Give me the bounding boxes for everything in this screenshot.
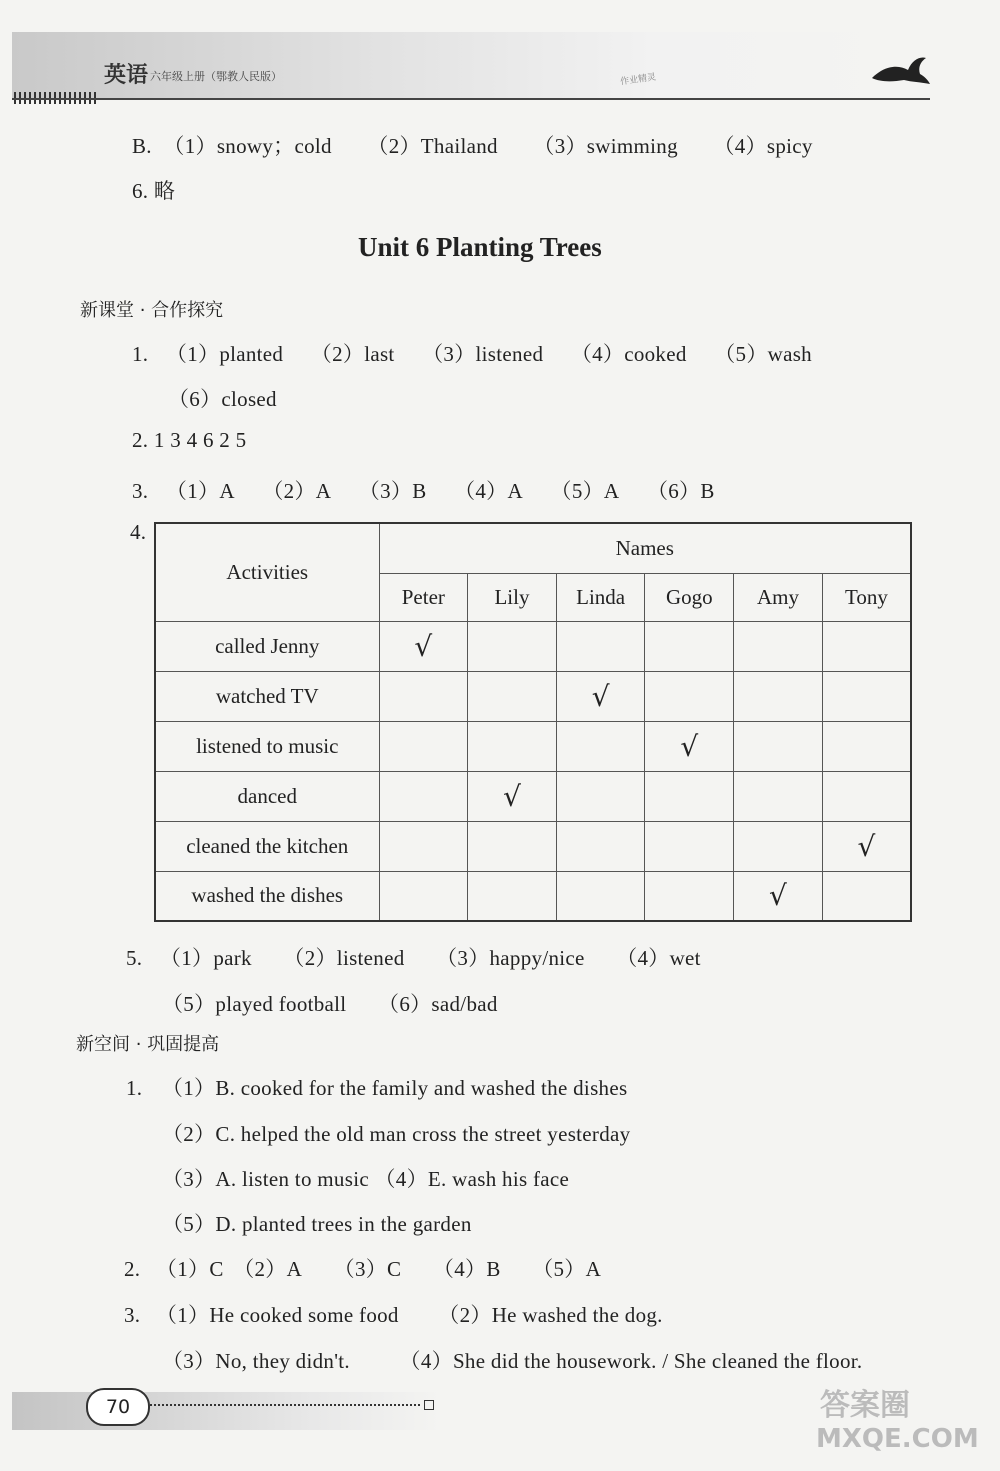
s2-q3-line — [124, 1299, 663, 1329]
s2-q1-item: （5）D. planted trees in the garden — [162, 1212, 472, 1236]
check-cell — [556, 671, 645, 721]
s2-q2-label: 2. — [124, 1257, 141, 1281]
s2-q3-line2 — [162, 1345, 862, 1375]
checkmark-icon: √ — [680, 729, 699, 763]
s1-q5-item: （4）wet — [616, 946, 701, 970]
subject-label: 英语 — [104, 63, 149, 88]
check-cell — [556, 721, 645, 771]
check-cell — [556, 871, 645, 921]
prev-b-item: （1）snowy；cold — [163, 134, 332, 158]
check-cell — [734, 671, 823, 721]
check-cell — [645, 671, 734, 721]
check-cell — [822, 821, 911, 871]
s1-q5-item: （6）sad/bad — [378, 992, 498, 1016]
table-row — [155, 771, 911, 821]
name-header-cell: Linda — [556, 573, 645, 621]
s1-q3-line — [132, 475, 715, 505]
check-cell — [379, 821, 468, 871]
name-header-cell: Peter — [379, 573, 468, 621]
activity-cell: watched TV — [155, 671, 379, 721]
checkmark-icon: √ — [414, 629, 433, 663]
check-cell — [822, 871, 911, 921]
check-cell — [468, 871, 557, 921]
s2-q2-item: （5）A — [532, 1257, 602, 1281]
unit-title: Unit 6 Planting Trees — [358, 232, 602, 262]
s1-q5-label: 5. — [126, 946, 143, 970]
grade-label: 六年级上册（鄂教人民版） — [150, 70, 282, 83]
s1-q5-line — [126, 942, 701, 972]
prev-b-line — [132, 130, 813, 160]
s1-q3-item: （1）A — [165, 479, 235, 503]
check-cell — [468, 621, 557, 671]
activity-cell: called Jenny — [155, 621, 379, 671]
check-cell — [734, 871, 823, 921]
checkmark-icon: √ — [857, 829, 876, 863]
check-cell — [379, 621, 468, 671]
table-row — [155, 721, 911, 771]
check-cell — [468, 771, 557, 821]
check-cell — [468, 671, 557, 721]
s2-q3-label: 3. — [124, 1303, 141, 1327]
s2-q2-line — [124, 1253, 601, 1283]
name-header-cell: Lily — [468, 573, 557, 621]
s2-q2-item: （3）C — [333, 1257, 402, 1281]
check-cell — [734, 771, 823, 821]
s1-q1-label: 1. — [132, 342, 149, 366]
s1-q3-item: （2）A — [262, 479, 332, 503]
prev-b-item: （4）spicy — [713, 134, 813, 158]
check-cell — [645, 871, 734, 921]
s1-q3-item: （4）A — [454, 479, 523, 503]
s2-q3-item: （1）He cooked some food — [155, 1303, 399, 1327]
check-cell — [645, 771, 734, 821]
s1-q4-label: 4. — [130, 520, 147, 544]
s1-q3-item: （6）B — [646, 479, 715, 503]
prev-b-item: （2）Thailand — [367, 134, 498, 158]
check-cell — [822, 721, 911, 771]
activities-table — [154, 522, 912, 922]
table-row — [155, 671, 911, 721]
activities-header: Activities — [155, 523, 379, 621]
table-row — [155, 871, 911, 921]
check-cell — [822, 621, 911, 671]
s1-q3-item: （3）B — [358, 479, 427, 503]
check-cell — [379, 721, 468, 771]
s2-q1-label: 1. — [126, 1076, 143, 1100]
check-cell — [379, 871, 468, 921]
activity-cell: washed the dishes — [155, 871, 379, 921]
s2-q3-item: （4）She did the housework. / She cleaned the floor. — [399, 1349, 863, 1373]
section1-heading: 新课堂 · 合作探究 — [80, 300, 224, 321]
s1-q1-item: （4）cooked — [570, 342, 687, 366]
s1-q1-item: （5）wash — [714, 342, 812, 366]
header-band — [12, 32, 932, 100]
s1-q1-line — [132, 338, 812, 368]
check-cell — [645, 621, 734, 671]
check-cell — [734, 721, 823, 771]
table-row — [155, 621, 911, 671]
activity-cell: listened to music — [155, 721, 379, 771]
s2-q1-item: （2）C. helped the old man cross the street yesterday — [162, 1122, 631, 1146]
s1-q1-item: （1）planted — [165, 342, 284, 366]
s2-q1-line — [126, 1072, 627, 1102]
s1-q2: 2. 1 3 4 6 2 5 — [132, 428, 247, 452]
page-number: 70 — [86, 1388, 150, 1426]
footer-end-box — [424, 1400, 434, 1410]
s2-q3-item: （3）No, they didn't. — [162, 1349, 350, 1373]
prev-b-item: （3）swimming — [533, 134, 678, 158]
section2-heading: 新空间 · 巩固提高 — [76, 1034, 220, 1055]
s2-q2-item: （4）B — [432, 1257, 501, 1281]
s1-q3-item: （5）A — [550, 479, 620, 503]
bird-logo-icon — [868, 52, 932, 92]
prev-b-label: B. — [132, 134, 152, 158]
activity-cell: cleaned the kitchen — [155, 821, 379, 871]
check-cell — [556, 821, 645, 871]
table-body — [155, 621, 911, 921]
s1-q1-item: （2）last — [310, 342, 395, 366]
check-cell — [645, 721, 734, 771]
footer-band — [12, 1392, 442, 1430]
table-row — [155, 821, 911, 871]
check-cell — [379, 771, 468, 821]
s1-q1-item: （6）closed — [168, 387, 277, 411]
header-rule — [12, 98, 930, 100]
checkmark-icon: √ — [591, 679, 610, 713]
checkmark-icon: √ — [769, 879, 787, 913]
s2-q1-item: （3）A. listen to music （4）E. wash his face — [162, 1167, 570, 1191]
s2-q2-item: （2）A — [233, 1257, 303, 1281]
footer-dotted-rule — [150, 1404, 420, 1406]
s1-q5-item: （2）listened — [283, 946, 405, 970]
prev-six: 6. 略 — [132, 179, 176, 203]
s1-q1-item: （3）listened — [422, 342, 544, 366]
name-header-cell: Gogo — [645, 573, 734, 621]
check-cell — [468, 821, 557, 871]
watermark: 答案圈 — [820, 1388, 910, 1423]
watermark-url: MXQE.COM — [816, 1424, 979, 1454]
name-header-cell: Tony — [822, 573, 911, 621]
name-header-cell: Amy — [734, 573, 823, 621]
check-cell — [556, 771, 645, 821]
s2-q3-item: （2）He washed the dog. — [438, 1303, 663, 1327]
check-cell — [468, 721, 557, 771]
check-cell — [556, 621, 645, 671]
s1-q5-item: （1）park — [159, 946, 252, 970]
check-cell — [734, 821, 823, 871]
s2-q2-item: （1）C — [155, 1257, 224, 1281]
names-header: Names — [379, 523, 911, 573]
check-cell — [379, 671, 468, 721]
activity-cell: danced — [155, 771, 379, 821]
checkmark-icon: √ — [503, 779, 521, 813]
check-cell — [822, 671, 911, 721]
stamp-watermark: 作业精灵 — [619, 72, 657, 88]
check-cell — [734, 621, 823, 671]
s1-q5-line2 — [162, 988, 498, 1018]
s2-q1-item: （1）B. cooked for the family and washed the dishes — [161, 1076, 628, 1100]
check-cell — [645, 821, 734, 871]
s1-q3-label: 3. — [132, 479, 149, 503]
s1-q5-item: （3）happy/nice — [436, 946, 585, 970]
check-cell — [822, 771, 911, 821]
s1-q5-item: （5）played football — [162, 992, 347, 1016]
